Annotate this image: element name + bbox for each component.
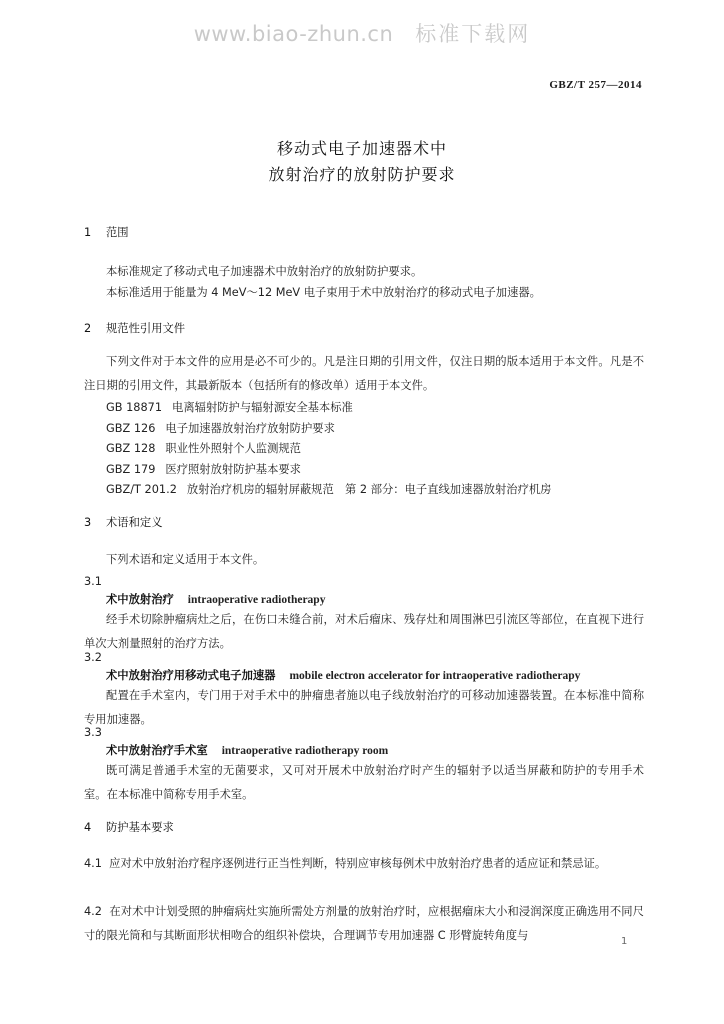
section-title: 范围 bbox=[106, 226, 129, 239]
section-title: 防护基本要求 bbox=[106, 821, 174, 834]
term-english: mobile electron accelerator for intraoperative radiotherapy bbox=[289, 670, 581, 682]
term-chinese: 术中放射治疗 bbox=[106, 593, 174, 606]
term-definition: 经手术切除肿瘤病灶之后，在伤口未缝合前，对术后瘤床、残存灶和周围淋巴引流区等部位，在直视下进行单次大剂量照射的治疗方法。 bbox=[84, 613, 644, 650]
reference-code: GBZ/T 201.2 bbox=[106, 483, 177, 496]
standard-code: GBZ/T 257—2014 bbox=[549, 79, 642, 91]
normative-references-list bbox=[106, 398, 551, 501]
term-number: 3.2 bbox=[84, 651, 102, 664]
section-2-intro: 下列文件对于本文件的应用是必不可少的。凡是注日期的引用文件，仅注日期的版本适用于本文件。凡是不注日期的引用文件，其最新版本（包括所有的修改单）适用于本文件。 bbox=[84, 355, 644, 392]
term-heading bbox=[106, 743, 388, 759]
term-english: intraoperative radiotherapy bbox=[187, 594, 326, 606]
reference-item bbox=[106, 398, 551, 419]
reference-item bbox=[106, 480, 551, 501]
term-definition: 既可满足普通手术室的无菌要求，又可对开展术中放射治疗时产生的辐射予以适当屏蔽和防护的专用手术室。在本标准中简称专用手术室。 bbox=[84, 764, 644, 801]
term-english: intraoperative radiotherapy room bbox=[221, 745, 389, 757]
reference-title: 职业性外照射个人监测规范 bbox=[165, 442, 301, 455]
term-chinese: 术中放射治疗用移动式电子加速器 bbox=[106, 669, 276, 682]
section-title: 术语和定义 bbox=[106, 516, 163, 529]
watermark bbox=[0, 18, 724, 48]
watermark-site-name: 标准下载网 bbox=[415, 22, 531, 46]
requirement-number: 4.2 bbox=[84, 905, 102, 918]
term-heading bbox=[106, 668, 580, 684]
requirement-number: 4.1 bbox=[84, 857, 102, 870]
term-number: 3.1 bbox=[84, 575, 102, 588]
watermark-url: www.biao-zhun.cn bbox=[193, 22, 394, 46]
reference-title: 放射治疗机房的辐射屏蔽规范 第 2 部分：电子直线加速器放射治疗机房 bbox=[186, 483, 552, 496]
section-title: 规范性引用文件 bbox=[106, 322, 186, 335]
requirement-item bbox=[84, 900, 644, 948]
term-definition: 配置在手术室内，专门用于对手术中的肿瘤患者施以电子线放射治疗的可移动加速器装置。在本标准中简称专用加速器。 bbox=[84, 689, 644, 726]
section-1-paragraph-2: 本标准适用于能量为 4 MeV～12 MeV 电子束用于术中放射治疗的移动式电子加速器。 bbox=[106, 286, 541, 299]
requirement-text: 应对术中放射治疗程序逐例进行正当性判断，特别应审核每例术中放射治疗患者的适应证和禁忌证。 bbox=[109, 857, 607, 870]
document-title bbox=[0, 136, 724, 188]
term-heading bbox=[106, 592, 325, 608]
page-number: 1 bbox=[621, 936, 628, 947]
section-number: 1 bbox=[84, 226, 92, 239]
term-number: 3.3 bbox=[84, 726, 102, 739]
section-1-heading bbox=[84, 225, 129, 240]
title-line-2: 放射治疗的放射防护要求 bbox=[268, 165, 456, 184]
requirement-item bbox=[84, 852, 644, 876]
section-3-intro: 下列术语和定义适用于本文件。 bbox=[106, 553, 265, 566]
title-line-1: 移动式电子加速器术中 bbox=[276, 139, 447, 158]
reference-title: 电离辐射防护与辐射源安全基本标准 bbox=[172, 401, 353, 414]
reference-item bbox=[106, 419, 551, 440]
reference-item bbox=[106, 439, 551, 460]
reference-code: GBZ 128 bbox=[106, 442, 156, 455]
section-number: 4 bbox=[84, 821, 92, 834]
reference-code: GB 18871 bbox=[106, 401, 163, 414]
term-chinese: 术中放射治疗手术室 bbox=[106, 744, 208, 757]
reference-title: 电子加速器放射治疗放射防护要求 bbox=[165, 421, 335, 435]
section-number: 3 bbox=[84, 516, 92, 529]
reference-code: GBZ 126 bbox=[106, 421, 156, 435]
reference-title: 医疗照射放射防护基本要求 bbox=[165, 462, 301, 476]
requirement-text: 在对术中计划受照的肿瘤病灶实施所需处方剂量的放射治疗时，应根据瘤床大小和浸润深度正确选用不同尺寸的限光筒和与其断面形状相吻合的组织补偿块，合理调节专用加速器 C 形臂旋转角度与 bbox=[84, 905, 644, 942]
section-2-heading bbox=[84, 321, 185, 336]
section-1-paragraph-1: 本标准规定了移动式电子加速器术中放射治疗的放射防护要求。 bbox=[106, 265, 423, 278]
reference-code: GBZ 179 bbox=[106, 462, 156, 476]
section-number: 2 bbox=[84, 322, 92, 335]
section-3-heading bbox=[84, 515, 163, 530]
section-4-heading bbox=[84, 820, 174, 835]
reference-item bbox=[106, 460, 551, 481]
